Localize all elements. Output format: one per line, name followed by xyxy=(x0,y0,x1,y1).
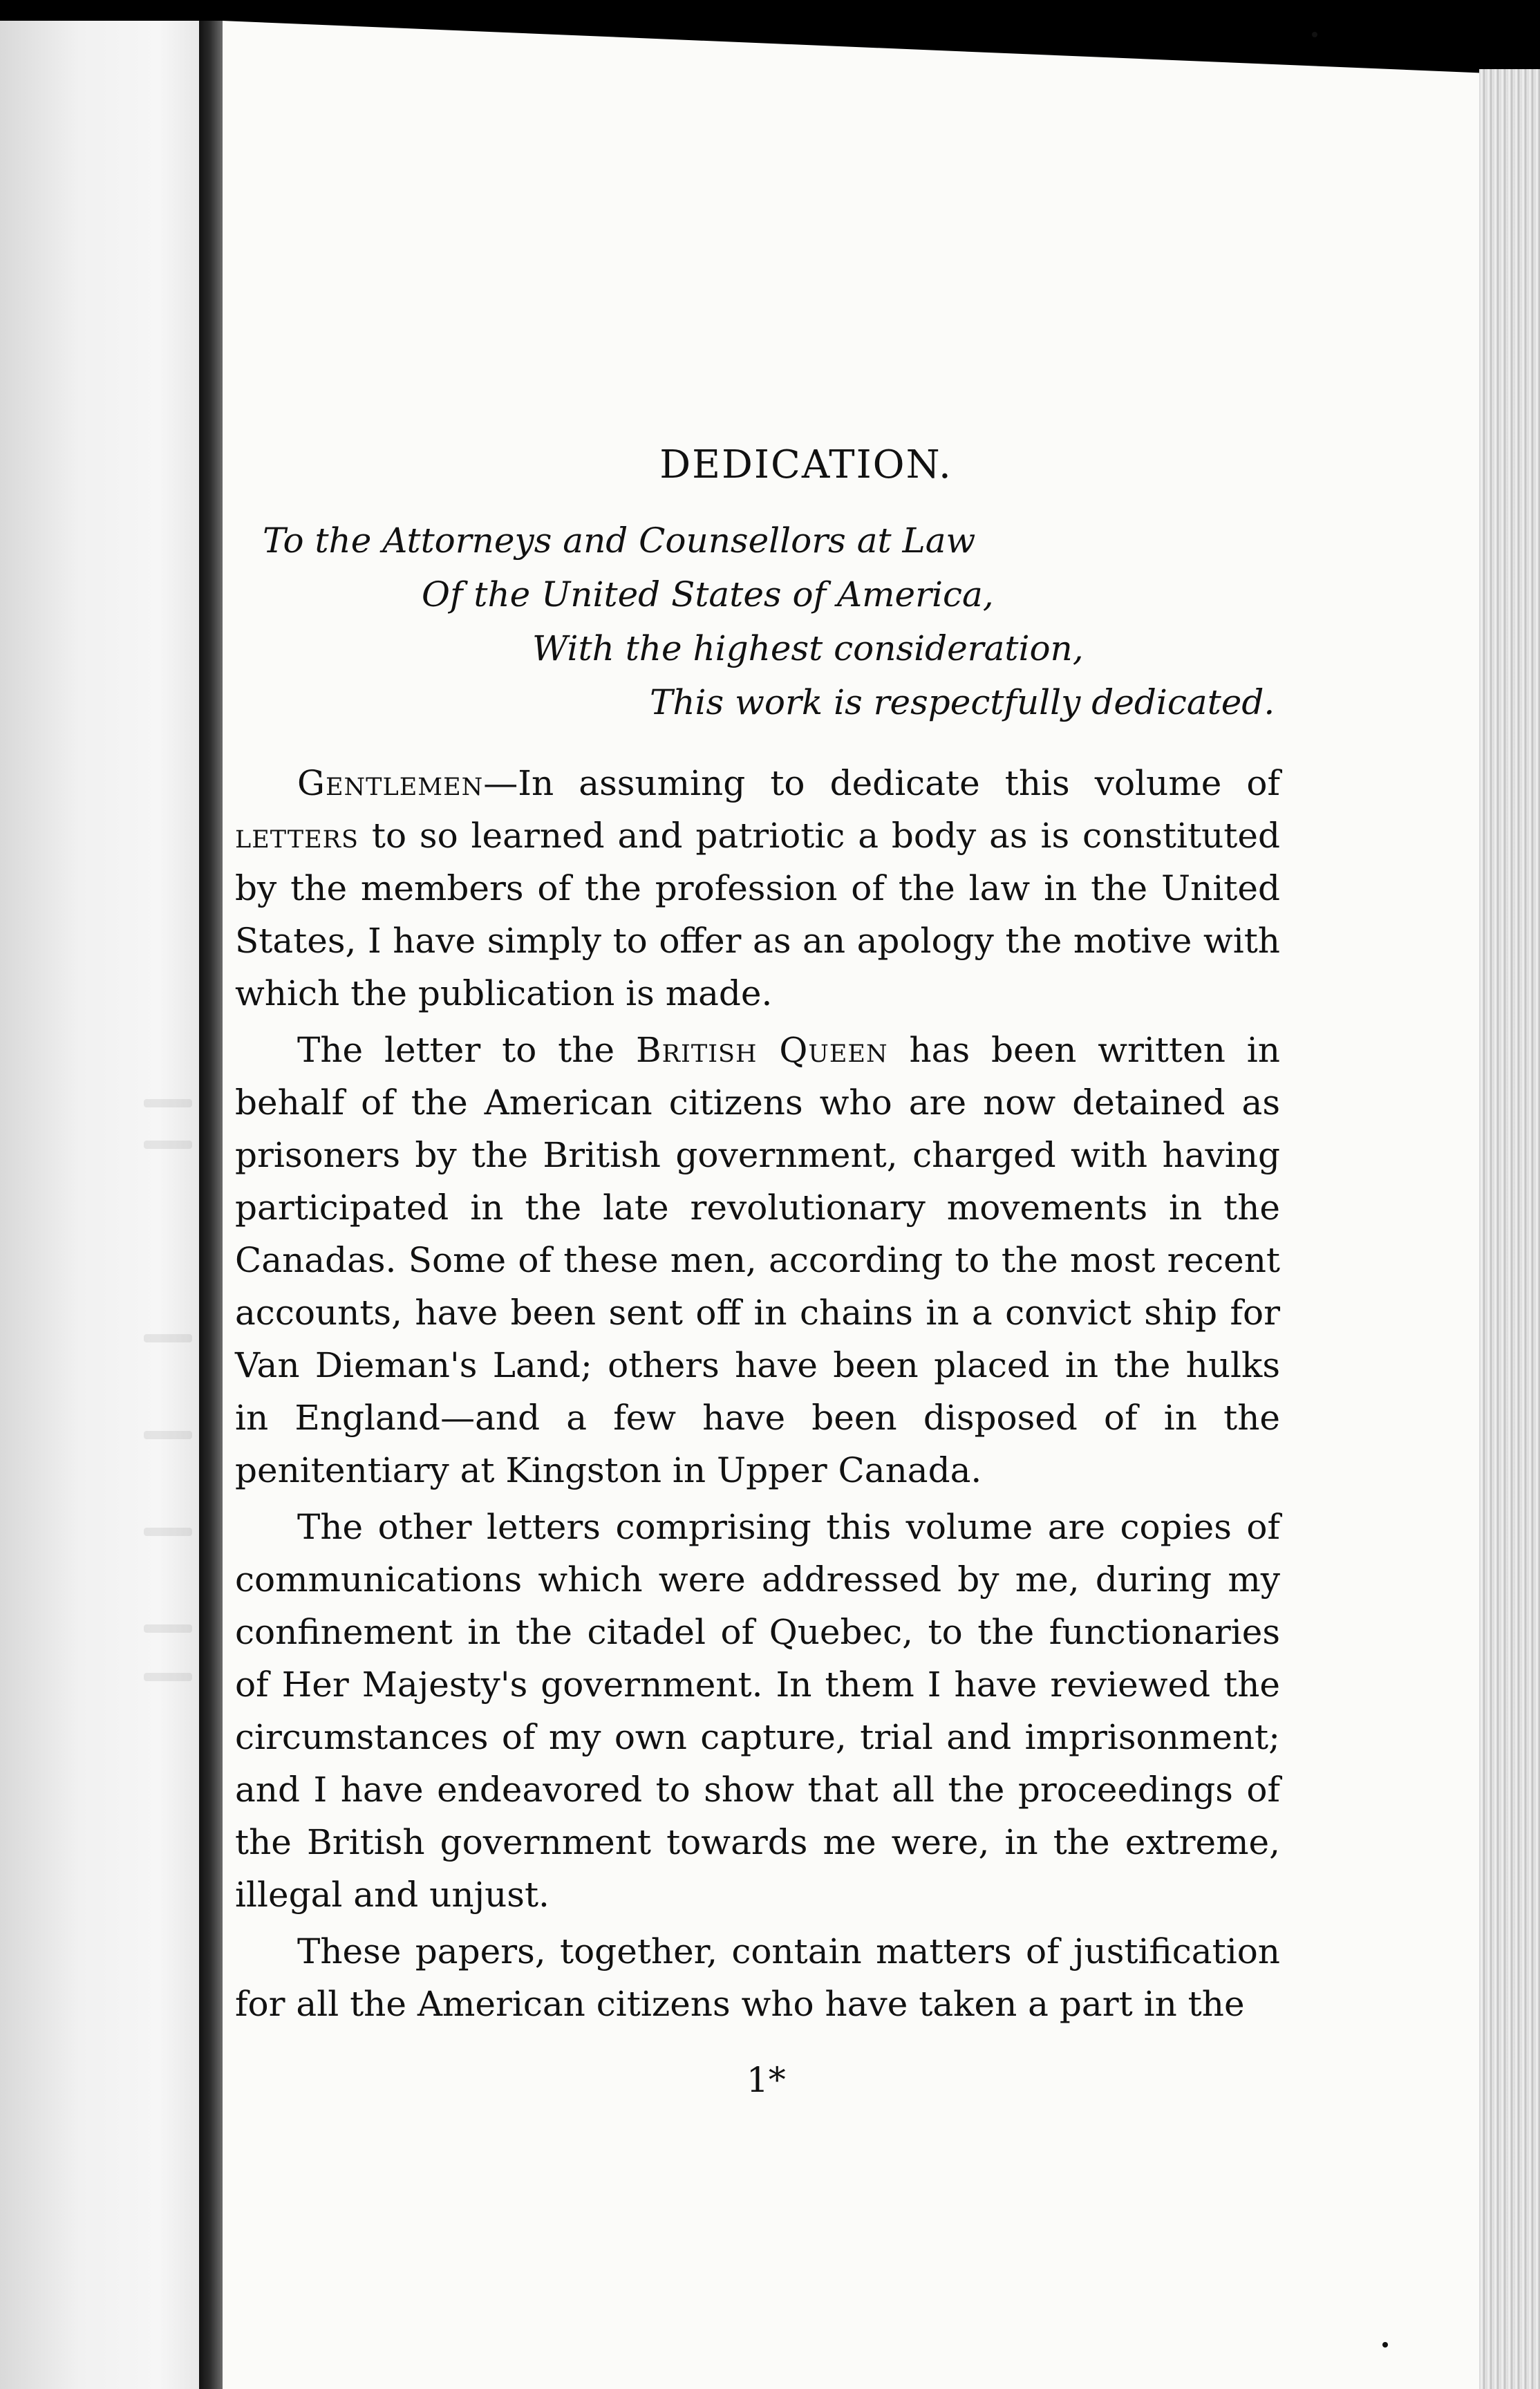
bleed-through-mark xyxy=(144,1624,192,1633)
facing-page-edge xyxy=(0,21,199,2389)
page-content xyxy=(235,442,1280,2034)
paragraph-text: to so learned and patriotic a body as is constituted by the members of the profession of the law in the United States, I have simply to offer as an apology the motive with which the publication is made. xyxy=(235,816,1280,1013)
small-caps-word: British Queen xyxy=(635,1030,888,1070)
paragraph-text: —In assuming to dedicate this volume of xyxy=(483,763,1280,803)
paragraph-text: has been written in behalf of the American citizens who are now detained as prisoners by the British government, charged with having participated in the late revolutionary movements in the Canadas. Some of these men, according to the most recent accounts, have been sent off in chains in a convict ship for Van Dieman's Land; others have been placed in the hulks in England—and a few have been disposed of in the penitentiary at Kingston in Upper Canada. xyxy=(235,1030,1280,1490)
bleed-through-mark xyxy=(144,1431,192,1439)
page-title: DEDICATION. xyxy=(659,442,952,487)
page-number: 1* xyxy=(746,2060,786,2100)
paragraph-text: The letter to the xyxy=(297,1030,636,1070)
bleed-through-mark xyxy=(144,1334,192,1342)
dedication-line: This work is respectfully dedicated. xyxy=(650,682,1275,722)
dedication-line: To the Attorneys and Counsellors at Law xyxy=(263,521,976,561)
dedication-line: Of the United States of America, xyxy=(422,574,994,615)
paragraph-4: These papers, together, contain matters of justification for all the American citizens who have taken a part in the xyxy=(235,1931,1280,2024)
dust-speck xyxy=(1312,32,1317,37)
bleed-through-mark xyxy=(144,1141,192,1149)
paragraph-3: The other letters comprising this volume are copies of communications which were addressed by me, during my confinement in the citadel of Quebec, to the functionaries of Her Majesty's government. In them I have reviewed the circumstances of my own capture, trial and imprisonment; and I have endeavored to show that all the proceedings of the British government towards me were, in the extreme, illegal and unjust. xyxy=(235,1507,1280,1915)
paragraph-1 xyxy=(235,757,1280,1020)
dedication-line: With the highest consideration, xyxy=(532,628,1084,668)
small-caps-word: letters xyxy=(235,816,359,856)
dedication-block xyxy=(235,514,1280,729)
book-gutter xyxy=(199,21,223,2389)
bleed-through-mark xyxy=(144,1099,192,1107)
bleed-through-mark xyxy=(144,1528,192,1536)
bleed-through-mark xyxy=(144,1673,192,1681)
dust-speck xyxy=(1382,2342,1388,2348)
salutation: Gentlemen xyxy=(297,763,484,803)
page-stack-edge xyxy=(1479,69,1540,2389)
paragraph-2 xyxy=(235,1024,1280,1497)
